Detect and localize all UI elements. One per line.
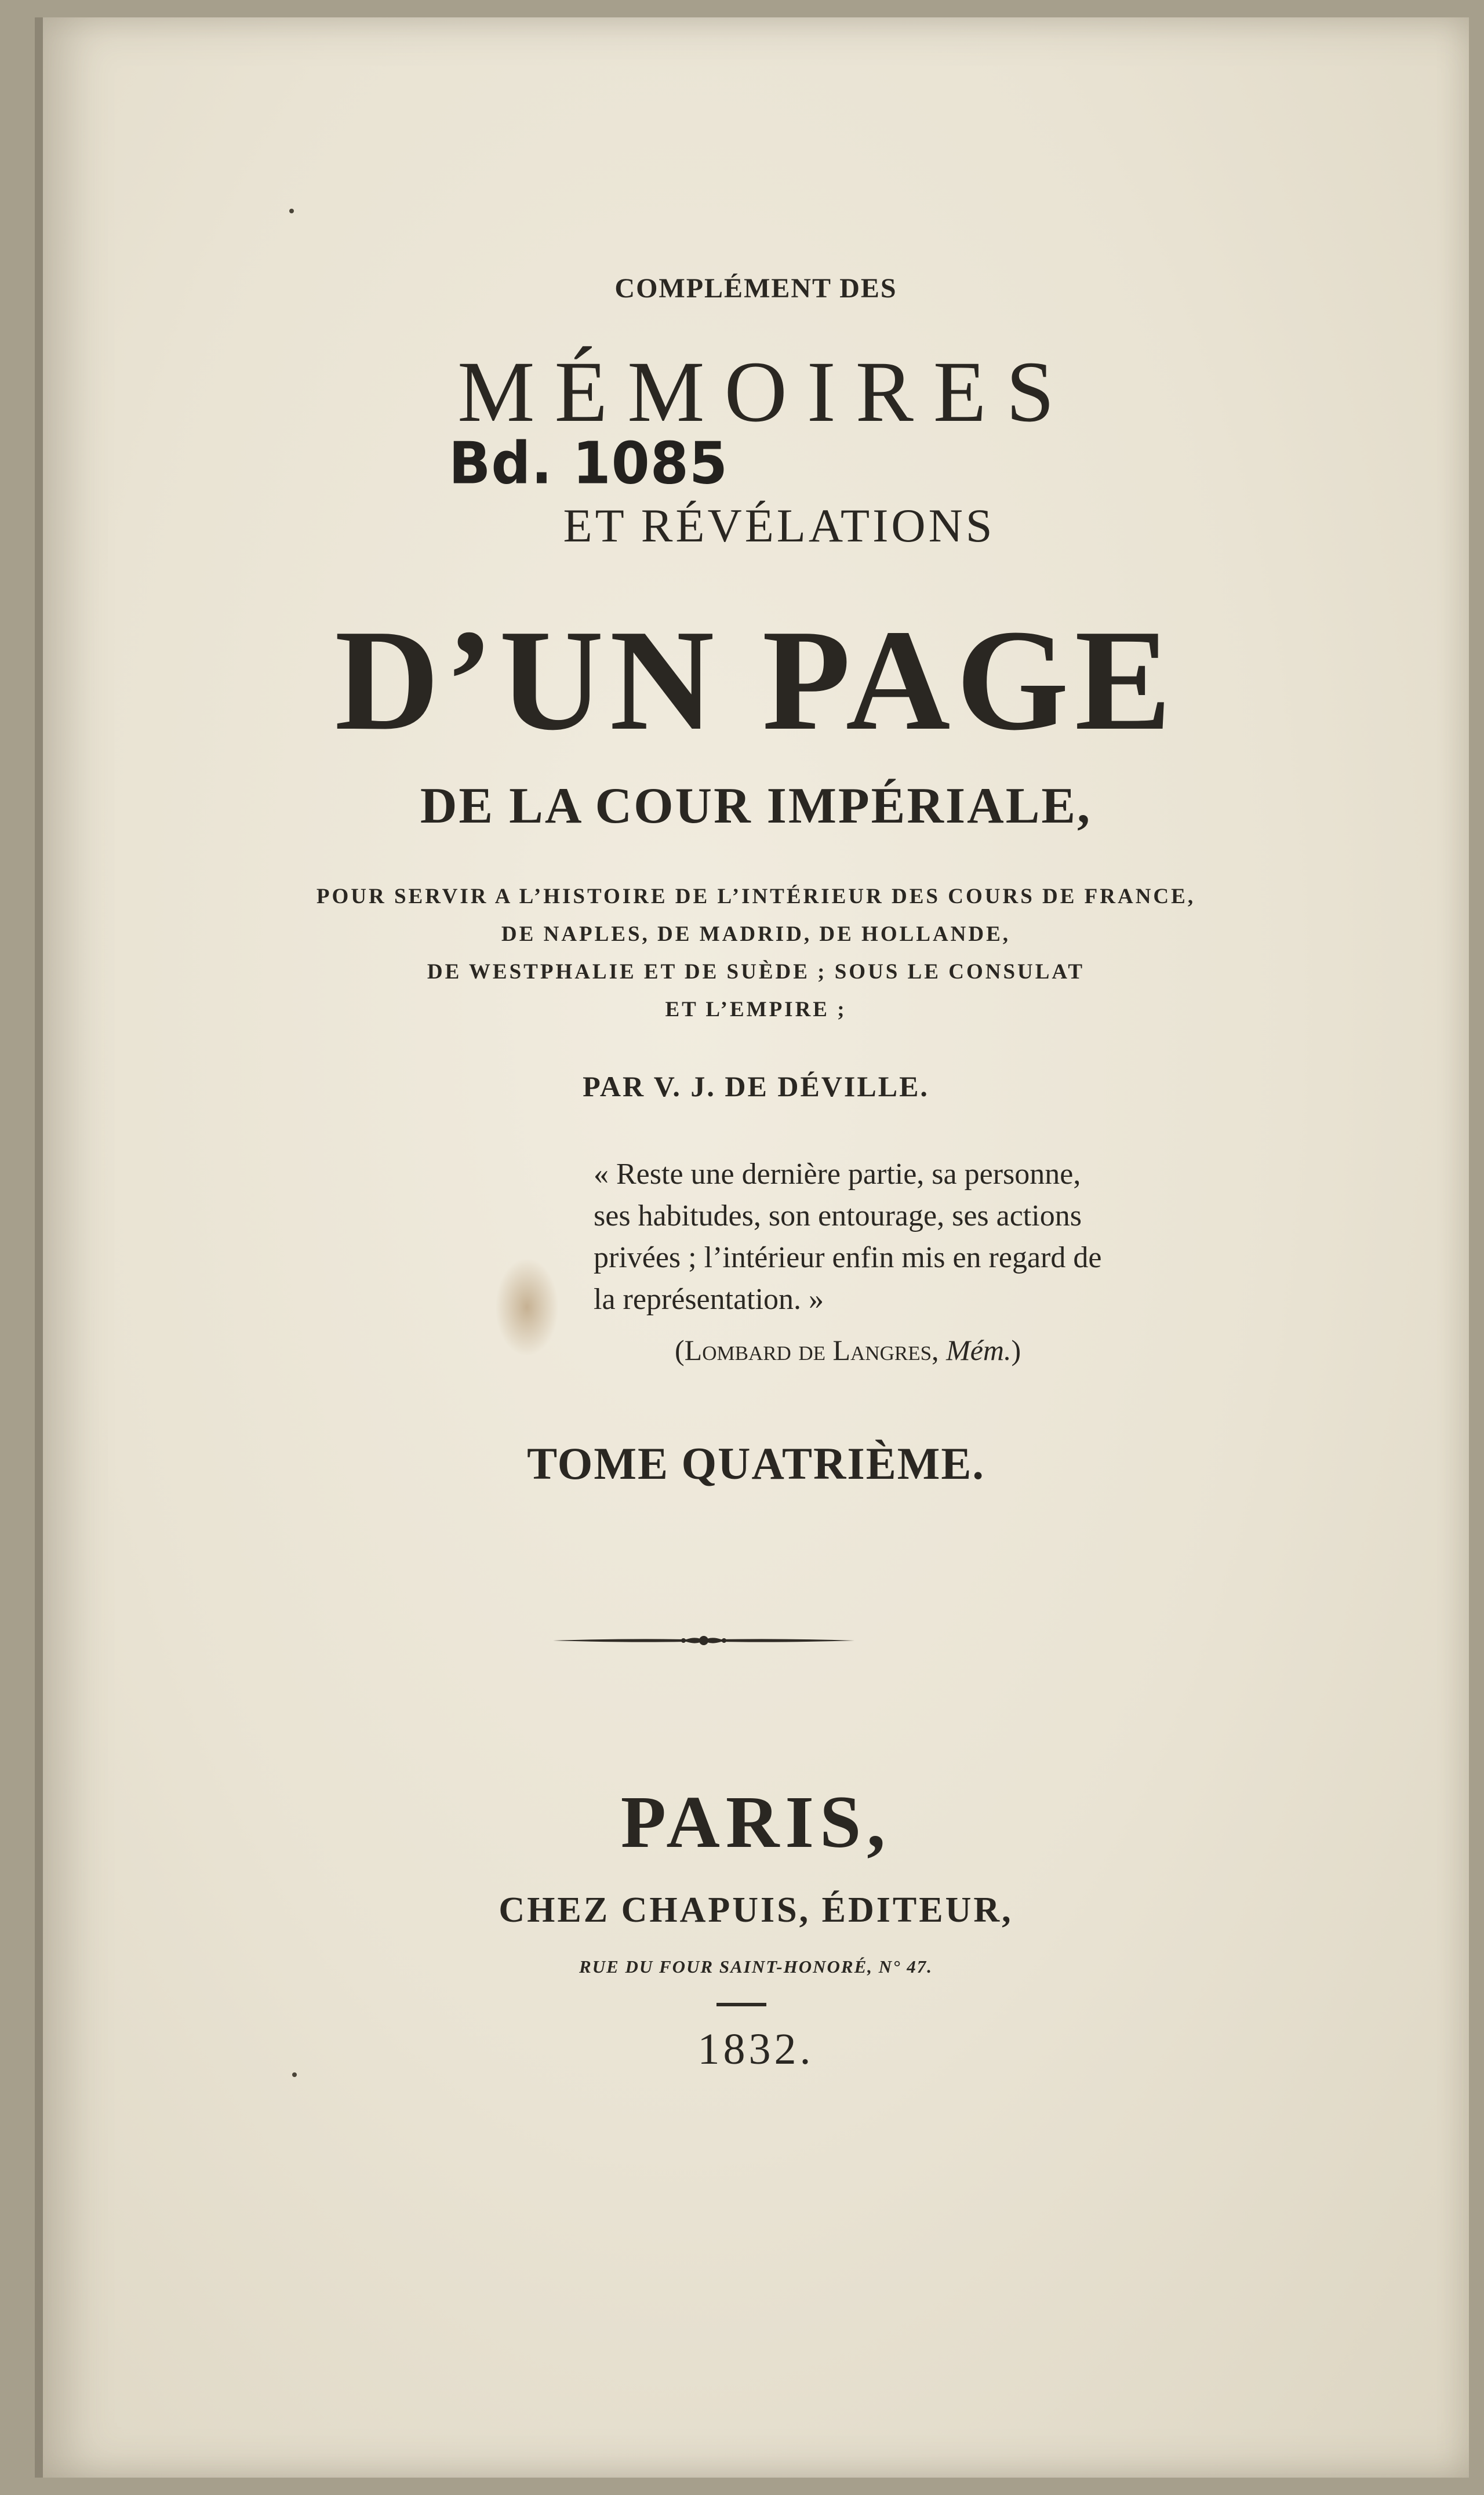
- year-line: 1832.: [697, 2025, 814, 2074]
- quote-line: ses habitudes, son entourage, ses actions: [594, 1199, 1082, 1232]
- complement-line: COMPLÉMENT DES: [614, 273, 897, 304]
- revelations-line: ET RÉVÉLATIONS: [563, 499, 995, 552]
- ornamental-rule-icon: [553, 1629, 854, 1652]
- foxing-stain: [495, 1258, 559, 1356]
- quote-line: la représentation. »: [594, 1283, 824, 1316]
- library-stamp: Bd. 1085: [449, 430, 728, 497]
- cour-imperiale-line: DE LA COUR IMPÉRIALE,: [420, 778, 1092, 834]
- dun-page-title: D’UN PAGE: [334, 600, 1177, 761]
- subtitle-line: DE WESTPHALIE ET DE SUÈDE ; SOUS LE CONSULAT: [427, 960, 1085, 984]
- author-line: PAR V. J. DE DÉVILLE.: [583, 1070, 929, 1103]
- attribution-open-paren: (: [675, 1334, 685, 1366]
- title-page: [35, 17, 1469, 2478]
- epigraph-attribution: [675, 1333, 1021, 1367]
- quote-line: privées ; l’intérieur enfin mis en regard de: [594, 1241, 1102, 1274]
- short-rule: [716, 2003, 766, 2006]
- ink-speck: [289, 209, 294, 213]
- address-line: RUE DU FOUR SAINT-HONORÉ, N° 47.: [579, 1956, 933, 1977]
- attribution-close-paren: ): [1011, 1334, 1021, 1366]
- subtitle-line: POUR SERVIR A L’HISTOIRE DE L’INTÉRIEUR DES COURS DE FRANCE,: [316, 885, 1196, 908]
- subtitle-line: ET L’EMPIRE ;: [665, 998, 847, 1021]
- subtitle-line: DE NAPLES, DE MADRID, DE HOLLANDE,: [501, 922, 1011, 946]
- memoires-title: MÉMOIRES: [457, 344, 1074, 440]
- quote-line: « Reste une dernière partie, sa personne,: [594, 1158, 1081, 1191]
- attribution-name: Lombard de Langres,: [684, 1334, 939, 1366]
- city-line: PARIS,: [620, 1781, 892, 1863]
- publisher-line: CHEZ CHAPUIS, ÉDITEUR,: [499, 1890, 1013, 1930]
- epigraph-quote: [594, 1154, 1220, 1321]
- attribution-work: Mém.: [946, 1334, 1012, 1366]
- tome-line: TOME QUATRIÈME.: [527, 1438, 985, 1489]
